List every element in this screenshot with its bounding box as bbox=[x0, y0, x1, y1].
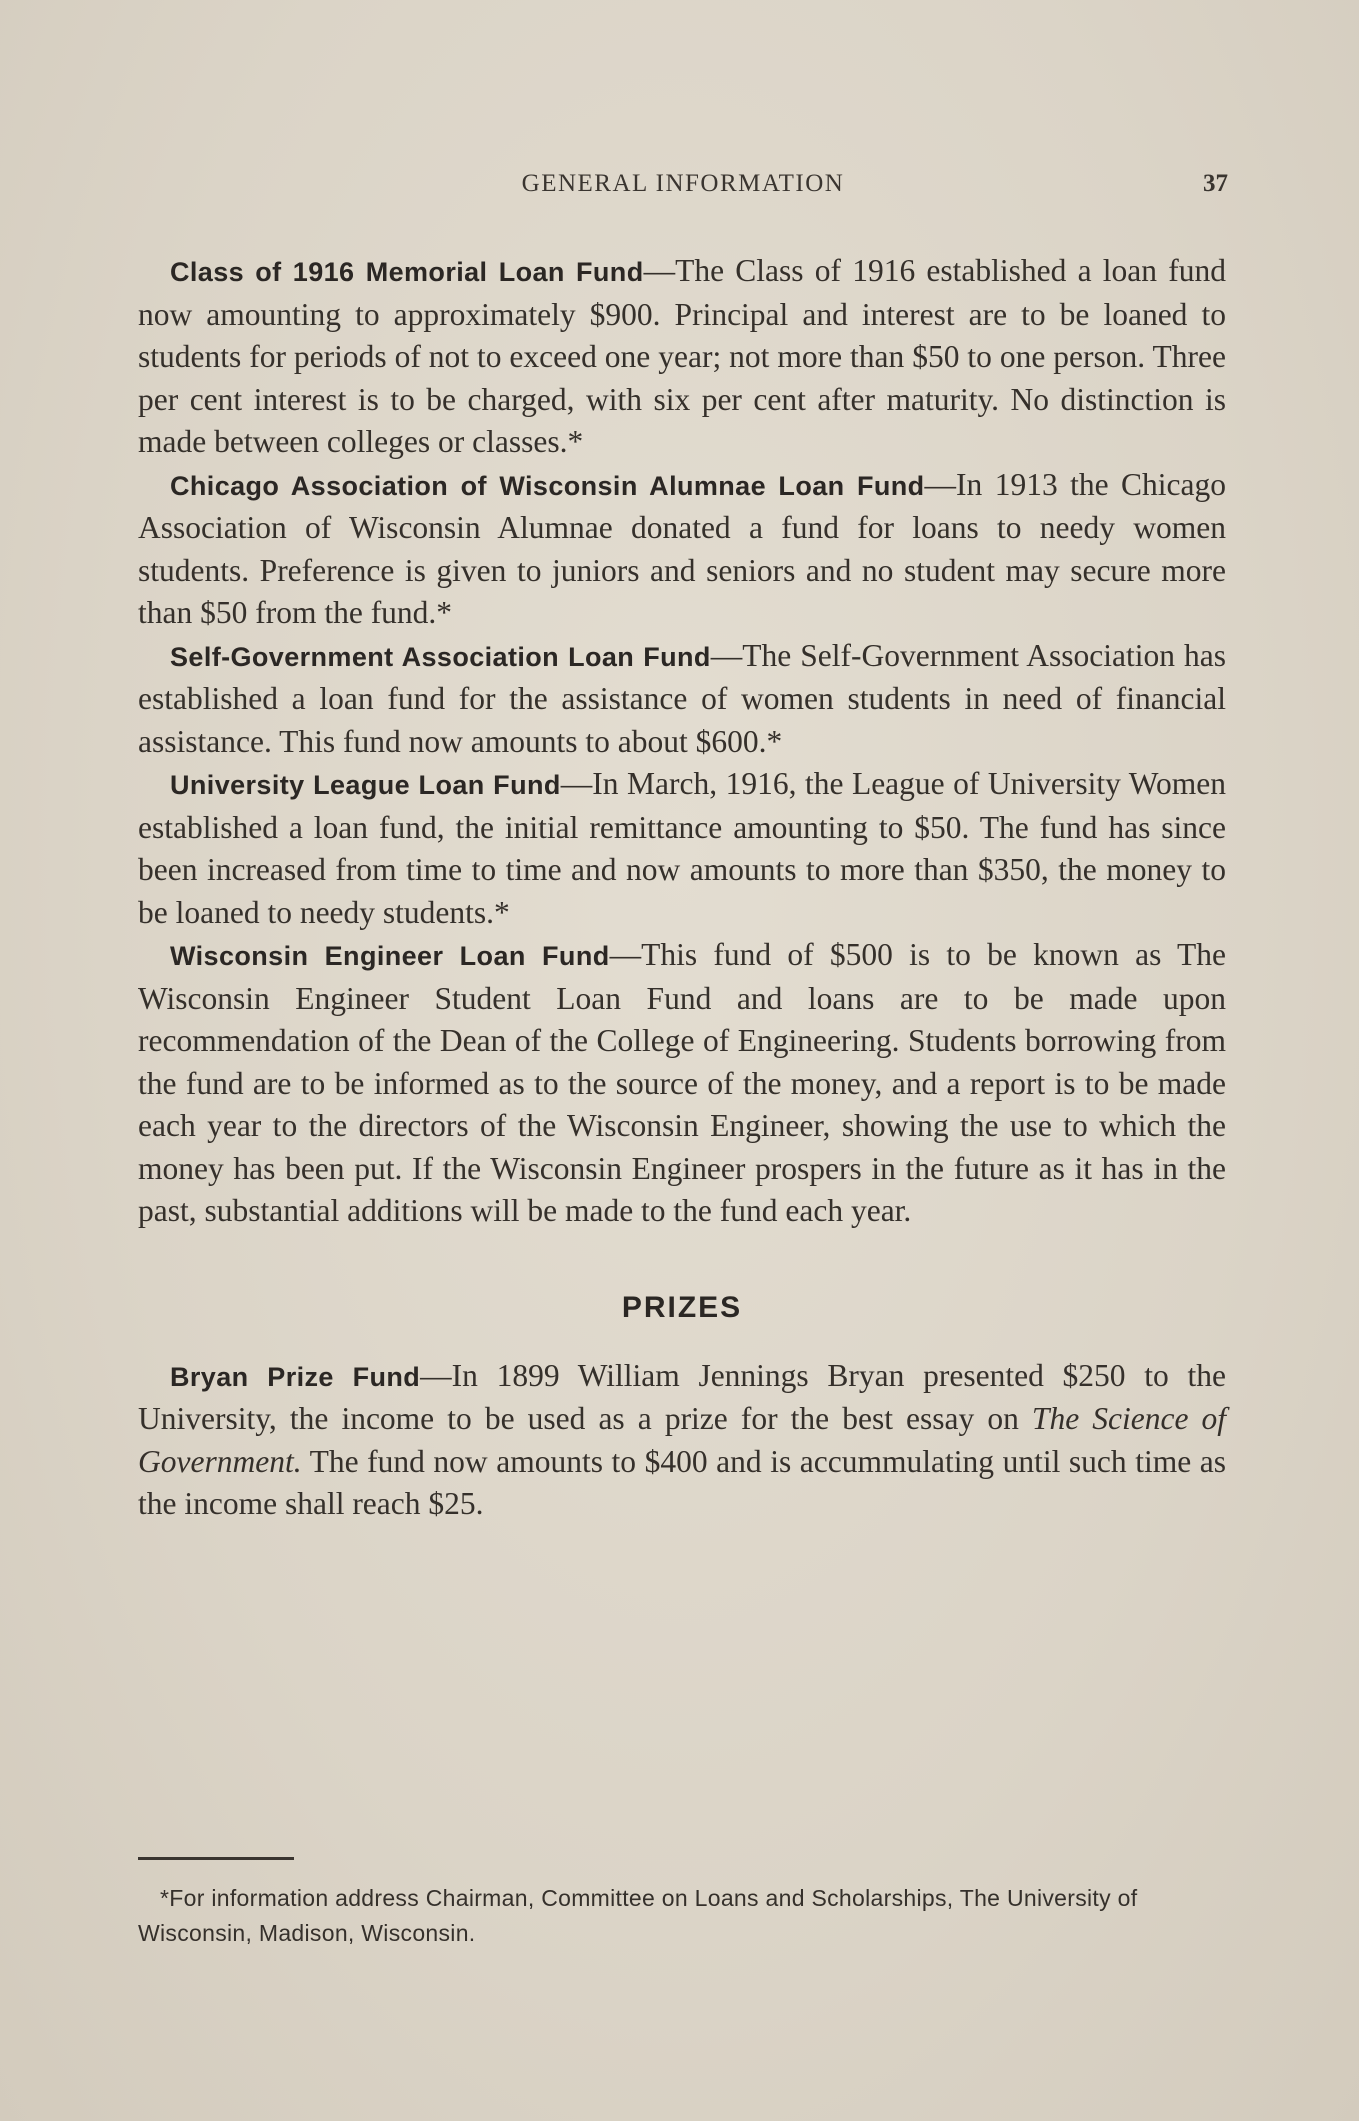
entry-text: —The Self-Government Association has established a loan fund for the assistance of women students in need of financial assistance. This fund now amounts to about $600.* bbox=[138, 637, 1226, 759]
body-text bbox=[138, 250, 1226, 1526]
entry-text: —This fund of $500 is to be known as The Wisconsin Engineer Student Loan Fund and loans are to be made upon recommendation of the Dean of the College of Engineering. Students borrowing from the fund are to be informed as to the source of the money, and a report is to be made each year to the directors of the Wisconsin Engineer, showing the use to which the money has been put. If the Wisconsin Engineer prospers in the future as it has in the past, substantial additions will be made to the fund each year. bbox=[138, 937, 1226, 1228]
entry-text: —In March, 1916, the League of University Women established a loan fund, the initial remittance amounting to $50. The fund has since been increased from time to time and now amounts to more than $350, the money to be loaned to needy students.* bbox=[138, 766, 1226, 930]
running-head bbox=[138, 170, 1228, 206]
footnote: *For information address Chairman, Committee on Loans and Scholarships, The University of Wisconsin, Madison, Wisconsin. bbox=[138, 1885, 1138, 1946]
book-title: The Science of Government. bbox=[138, 1401, 1227, 1479]
entry-text: —In 1913 the Chicago Association of Wisconsin Alumnae donated a fund for loans to needy women students. Preference is given to juniors and seniors and no student may secure more than $50 from the fund.* bbox=[138, 466, 1226, 630]
loan-fund-entry bbox=[138, 934, 1226, 1233]
loan-fund-entry bbox=[138, 464, 1226, 635]
footnote-rule bbox=[138, 1857, 294, 1860]
entry-heading: Chicago Association of Wisconsin Alumnae Loan Fund bbox=[170, 470, 925, 501]
prize-entry bbox=[138, 1355, 1226, 1526]
entry-text: —The Class of 1916 established a loan fund now amounting to approximately $900. Principal and interest are to be loaned to students for periods of not to exceed one year; not more than $50 to one person. Three per cent interest is to be charged, with six per cent after maturity. No distinction is made between colleges or classes.* bbox=[138, 253, 1226, 459]
section-title-prizes: PRIZES bbox=[621, 1290, 743, 1324]
entry-heading: Self-Government Association Loan Fund bbox=[170, 641, 711, 672]
page-number: 37 bbox=[1203, 170, 1228, 197]
loan-fund-entry bbox=[138, 763, 1226, 934]
loan-fund-entry bbox=[138, 635, 1226, 764]
entry-heading: University League Loan Fund bbox=[170, 770, 561, 800]
entry-heading: Bryan Prize Fund bbox=[170, 1361, 421, 1392]
entry-text: —In 1899 William Jennings Bryan presented $250 to the University, the income to be used as a prize for the best essay on bbox=[138, 1357, 1226, 1436]
entry-text: The fund now amounts to $400 and is accummulating until such time as the income shall reach $25. bbox=[138, 1443, 1226, 1521]
entry-heading: Class of 1916 Memorial Loan Fund bbox=[170, 257, 644, 287]
loan-fund-entry bbox=[138, 250, 1226, 464]
running-title: GENERAL INFORMATION bbox=[521, 170, 845, 197]
entry-heading: Wisconsin Engineer Loan Fund bbox=[170, 941, 610, 971]
